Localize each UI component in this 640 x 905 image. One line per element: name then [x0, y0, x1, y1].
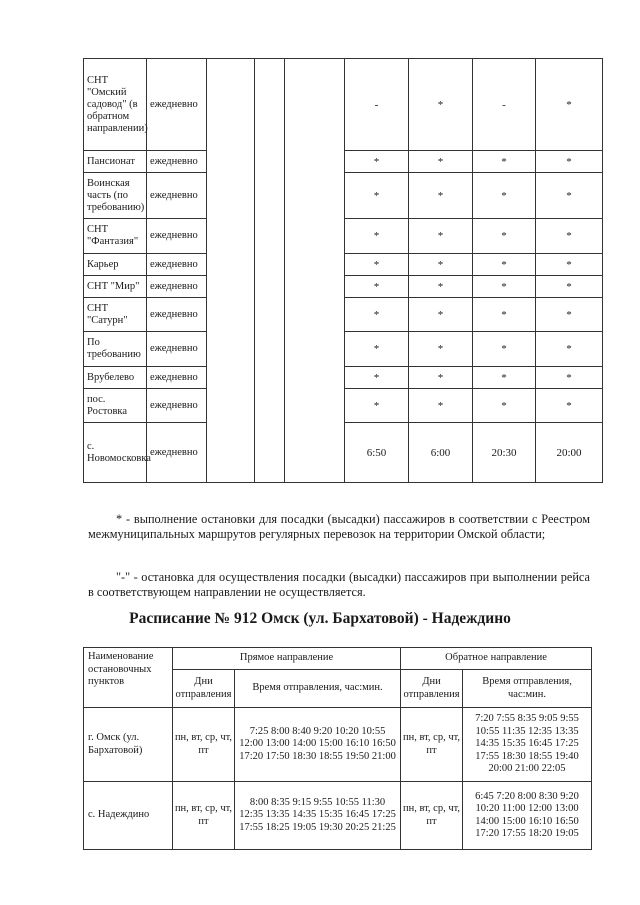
- backward-days: пн, вт, ср, чт, пт: [401, 782, 463, 850]
- value-cell: *: [345, 367, 409, 389]
- blank-cell: [207, 173, 255, 219]
- departure-days: ежедневно: [147, 423, 207, 483]
- stop-name: Карьер: [84, 254, 147, 276]
- value-cell: *: [473, 332, 536, 367]
- value-cell: *: [536, 389, 603, 423]
- stop-name: СНТ "Фантазия": [84, 219, 147, 254]
- stop-name: Врубелево: [84, 367, 147, 389]
- stop-name: СНТ "Омский садовод" (в обратном направлении): [84, 59, 147, 151]
- blank-cell: [255, 389, 285, 423]
- blank-cell: [285, 59, 345, 151]
- departure-days: ежедневно: [147, 332, 207, 367]
- blank-cell: [255, 173, 285, 219]
- value-cell: *: [345, 254, 409, 276]
- backward-times: 6:45 7:20 8:00 8:30 9:20 10:20 11:00 12:00 13:00 14:00 15:00 16:10 16:50 17:20 17:55 18:20 19:05: [463, 782, 592, 850]
- blank-cell: [285, 298, 345, 332]
- stop-name: пос. Ростовка: [84, 389, 147, 423]
- value-cell: *: [473, 367, 536, 389]
- value-cell: 20:30: [473, 423, 536, 483]
- value-cell: *: [409, 59, 473, 151]
- value-cell: *: [345, 173, 409, 219]
- schedule-table: [83, 647, 592, 850]
- value-cell: *: [345, 151, 409, 173]
- value-cell: *: [473, 276, 536, 298]
- blank-cell: [255, 59, 285, 151]
- blank-cell: [285, 151, 345, 173]
- departure-days: ежедневно: [147, 298, 207, 332]
- value-cell: *: [536, 276, 603, 298]
- value-cell: *: [345, 298, 409, 332]
- stop-name: СНТ "Сатурн": [84, 298, 147, 332]
- stop-name: г. Омск (ул. Бархатовой): [84, 708, 173, 782]
- value-cell: *: [536, 219, 603, 254]
- header-forward-days: Дни отправления: [173, 670, 235, 708]
- table-row: [84, 219, 603, 254]
- table-row: [84, 389, 603, 423]
- header-stops: Наименование остановочных пунктов: [84, 648, 173, 708]
- header-forward: Прямое направление: [173, 648, 401, 670]
- value-cell: -: [473, 59, 536, 151]
- table-row: [84, 782, 592, 850]
- backward-times: 7:20 7:55 8:35 9:05 9:55 10:55 11:35 12:35 13:35 14:35 15:35 16:45 17:25 17:55 18:30 18:55 19:40 20:00 21:00 22:05: [463, 708, 592, 782]
- blank-cell: [207, 254, 255, 276]
- value-cell: *: [536, 254, 603, 276]
- value-cell: *: [345, 219, 409, 254]
- blank-cell: [207, 423, 255, 483]
- value-cell: *: [536, 298, 603, 332]
- stop-name: с. Надеждино: [84, 782, 173, 850]
- value-cell: *: [409, 219, 473, 254]
- value-cell: *: [409, 254, 473, 276]
- departure-days: ежедневно: [147, 389, 207, 423]
- blank-cell: [285, 276, 345, 298]
- value-cell: *: [473, 151, 536, 173]
- value-cell: *: [409, 332, 473, 367]
- value-cell: *: [409, 389, 473, 423]
- blank-cell: [255, 367, 285, 389]
- value-cell: *: [536, 332, 603, 367]
- forward-times: 7:25 8:00 8:40 9:20 10:20 10:55 12:00 13:00 14:00 15:00 16:10 16:50 17:20 17:50 18:30 18:55 19:50 21:00: [235, 708, 401, 782]
- value-cell: *: [409, 173, 473, 219]
- departure-days: ежедневно: [147, 276, 207, 298]
- departure-days: ежедневно: [147, 59, 207, 151]
- table-row: [84, 59, 603, 151]
- blank-cell: [255, 151, 285, 173]
- blank-cell: [207, 298, 255, 332]
- value-cell: *: [473, 389, 536, 423]
- departure-days: ежедневно: [147, 254, 207, 276]
- forward-times: 8:00 8:35 9:15 9:55 10:55 11:30 12:35 13:35 14:35 15:35 16:45 17:25 17:55 18:25 19:05 19:30 20:25 21:25: [235, 782, 401, 850]
- table-row: [84, 298, 603, 332]
- table-row: [84, 367, 603, 389]
- table-row: [84, 276, 603, 298]
- value-cell: *: [409, 276, 473, 298]
- value-cell: *: [473, 173, 536, 219]
- value-cell: *: [345, 332, 409, 367]
- blank-cell: [255, 276, 285, 298]
- table-row: [84, 423, 603, 483]
- value-cell: *: [473, 298, 536, 332]
- header-forward-times: Время отправления, час:мин.: [235, 670, 401, 708]
- stop-name: с. Новомосковка: [84, 423, 147, 483]
- blank-cell: [285, 332, 345, 367]
- blank-cell: [255, 219, 285, 254]
- table-row: [84, 332, 603, 367]
- value-cell: 6:50: [345, 423, 409, 483]
- stop-name: По требованию: [84, 332, 147, 367]
- blank-cell: [207, 59, 255, 151]
- stops-table: [83, 58, 603, 483]
- blank-cell: [255, 298, 285, 332]
- table-row: [84, 708, 592, 782]
- stop-name: Пансионат: [84, 151, 147, 173]
- value-cell: *: [409, 151, 473, 173]
- forward-days: пн, вт, ср, чт, пт: [173, 708, 235, 782]
- blank-cell: [207, 389, 255, 423]
- blank-cell: [285, 173, 345, 219]
- value-cell: *: [345, 389, 409, 423]
- departure-days: ежедневно: [147, 219, 207, 254]
- departure-days: ежедневно: [147, 367, 207, 389]
- blank-cell: [255, 332, 285, 367]
- blank-cell: [285, 219, 345, 254]
- stop-name: Воинская часть (по требованию): [84, 173, 147, 219]
- value-cell: *: [473, 219, 536, 254]
- value-cell: -: [345, 59, 409, 151]
- table-row: [84, 254, 603, 276]
- value-cell: *: [536, 59, 603, 151]
- value-cell: *: [409, 298, 473, 332]
- value-cell: *: [536, 151, 603, 173]
- table-row: [84, 151, 603, 173]
- blank-cell: [285, 423, 345, 483]
- blank-cell: [207, 332, 255, 367]
- blank-cell: [285, 389, 345, 423]
- header-backward: Обратное направление: [401, 648, 592, 670]
- schedule-title: Расписание № 912 Омск (ул. Бархатовой) - Надеждино: [129, 610, 511, 627]
- table-row: [84, 173, 603, 219]
- blank-cell: [207, 276, 255, 298]
- blank-cell: [255, 423, 285, 483]
- backward-days: пн, вт, ср, чт, пт: [401, 708, 463, 782]
- blank-cell: [207, 151, 255, 173]
- blank-cell: [207, 367, 255, 389]
- value-cell: 6:00: [409, 423, 473, 483]
- blank-cell: [285, 254, 345, 276]
- blank-cell: [255, 254, 285, 276]
- value-cell: *: [409, 367, 473, 389]
- value-cell: *: [345, 276, 409, 298]
- stop-name: СНТ "Мир": [84, 276, 147, 298]
- departure-days: ежедневно: [147, 151, 207, 173]
- blank-cell: [207, 219, 255, 254]
- value-cell: *: [536, 173, 603, 219]
- blank-cell: [285, 367, 345, 389]
- header-backward-times: Время отправления, час:мин.: [463, 670, 592, 708]
- header-backward-days: Дни отправления: [401, 670, 463, 708]
- note-dash: "-" - остановка для осуществления посадки (высадки) пассажиров при выполнении рейса в соответствующем направлении не осуществляется.: [88, 570, 590, 599]
- departure-days: ежедневно: [147, 173, 207, 219]
- value-cell: *: [473, 254, 536, 276]
- forward-days: пн, вт, ср, чт, пт: [173, 782, 235, 850]
- value-cell: *: [536, 367, 603, 389]
- value-cell: 20:00: [536, 423, 603, 483]
- note-star: * - выполнение остановки для посадки (высадки) пассажиров в соответствии с Реестром межмуниципальных маршрутов регулярных перевозок на территории Омской области;: [88, 512, 590, 541]
